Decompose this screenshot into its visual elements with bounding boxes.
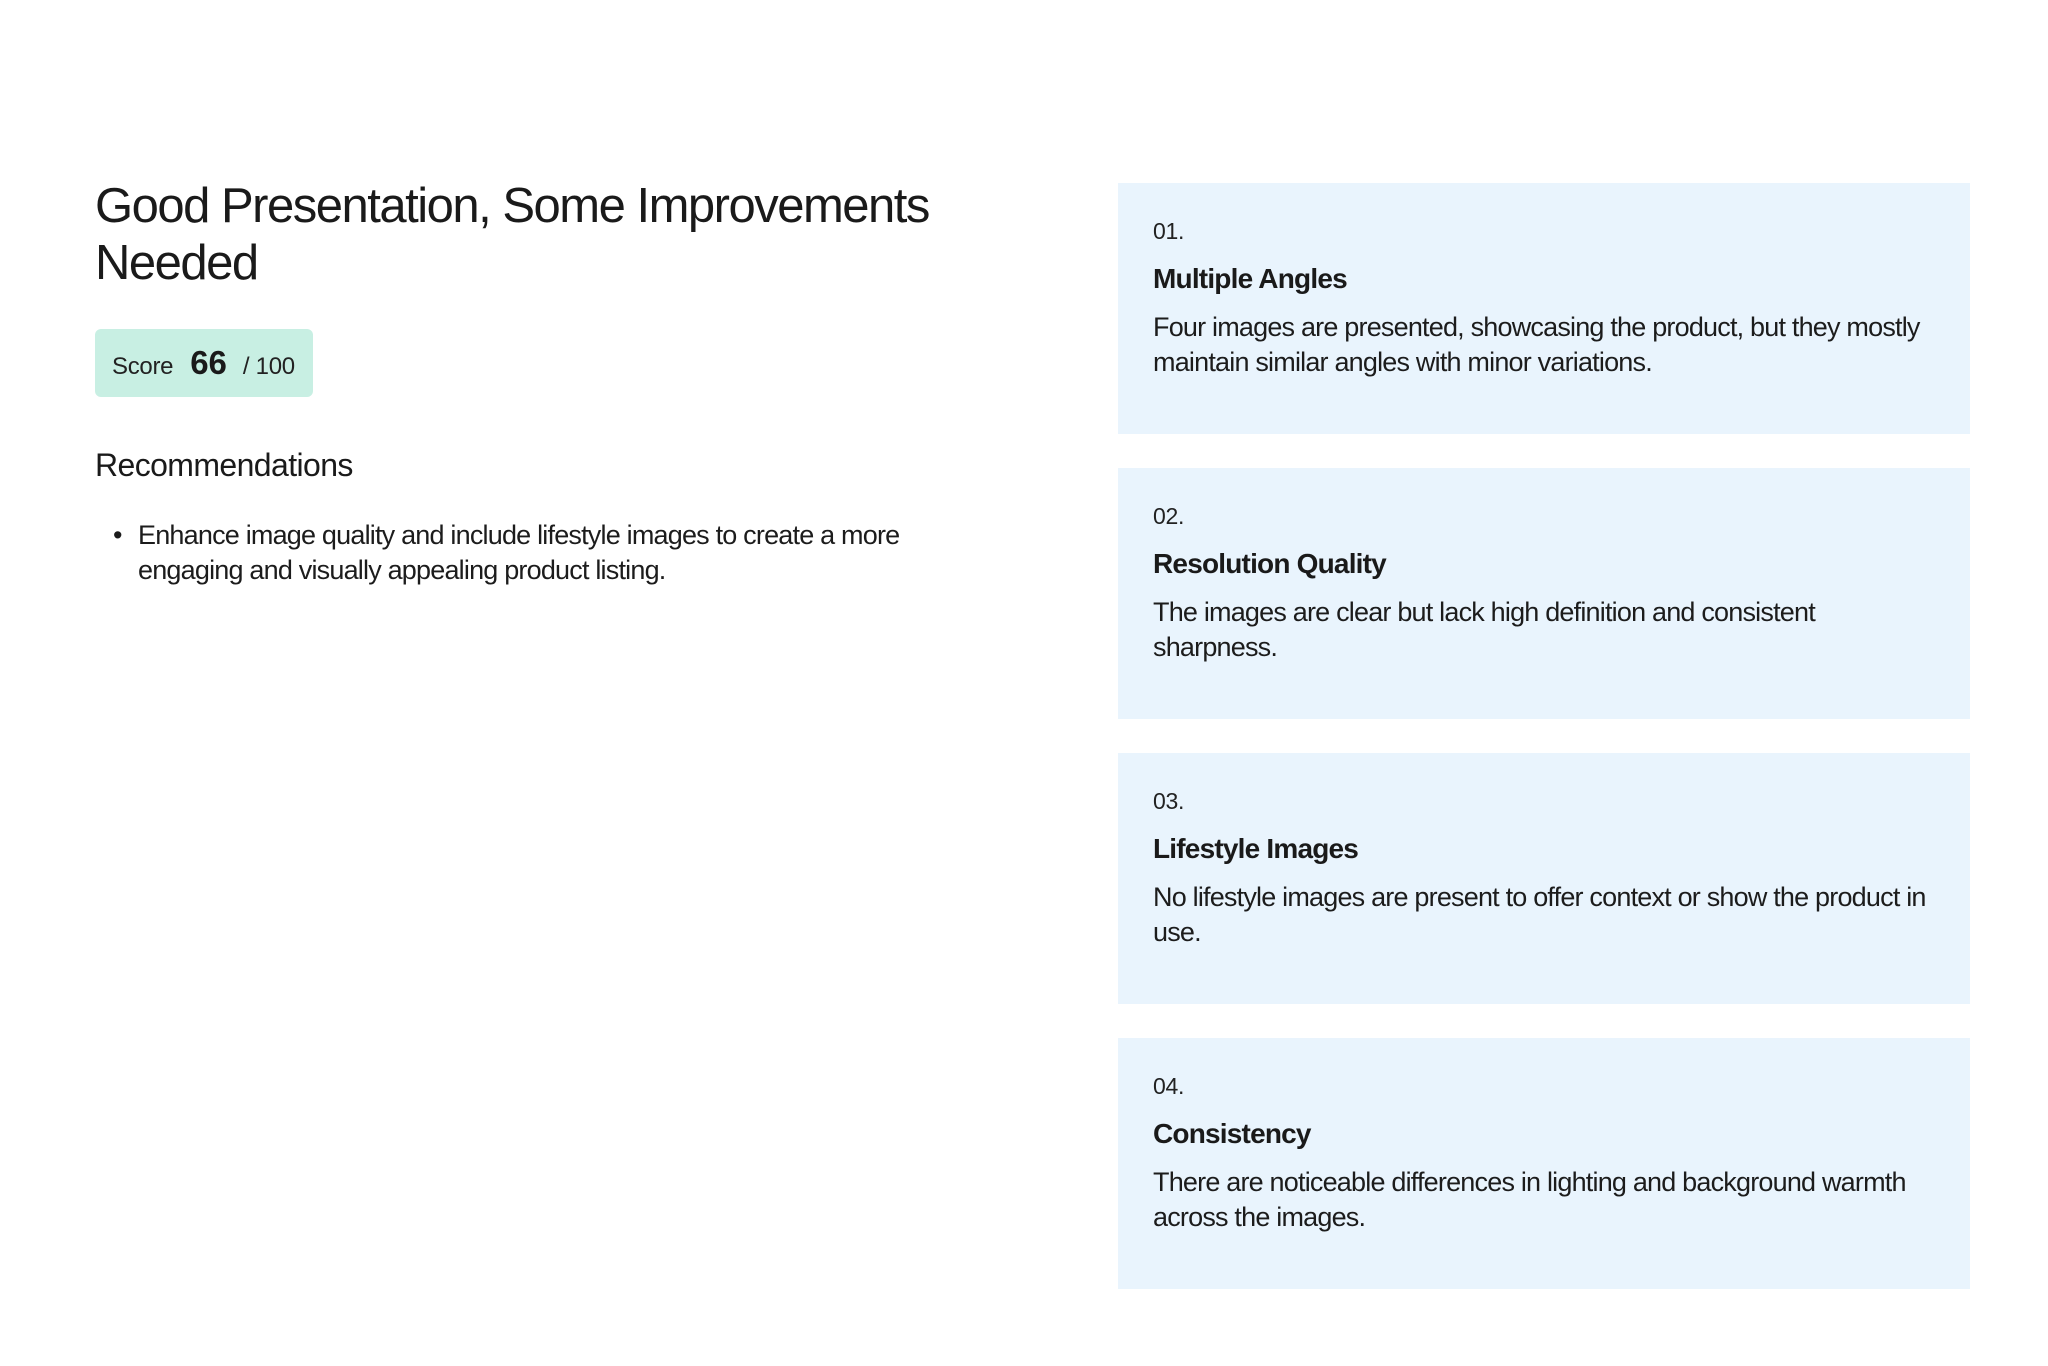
score-badge: [95, 329, 313, 397]
card-number: 04.: [1153, 1073, 1185, 1099]
criteria-card-multiple-angles: [1118, 183, 1970, 434]
page-title: Good Presentation, Some Improvements Needed: [95, 179, 929, 290]
card-description: The images are clear but lack high definition and consistent sharpness.: [1153, 597, 1815, 662]
criteria-card-resolution-quality: [1118, 468, 1970, 719]
score-value: 66: [190, 344, 227, 381]
criteria-cards: [1118, 183, 1970, 1323]
score-max: / 100: [242, 353, 295, 380]
card-description: Four images are presented, showcasing the product, but they mostly maintain similar angles with minor variations.: [1153, 312, 1920, 377]
card-title: Multiple Angles: [1153, 263, 1347, 294]
score-label: Score: [112, 353, 174, 380]
card-number: 02.: [1153, 503, 1185, 529]
card-title: Consistency: [1153, 1118, 1311, 1149]
card-number: 01.: [1153, 218, 1185, 244]
recommendations-list: [95, 518, 975, 588]
card-number: 03.: [1153, 788, 1185, 814]
criteria-card-lifestyle-images: [1118, 753, 1970, 1004]
summary-panel: [95, 178, 975, 588]
card-title: Lifestyle Images: [1153, 833, 1359, 864]
criteria-card-consistency: [1118, 1038, 1970, 1289]
recommendation-text: Enhance image quality and include lifestyle images to create a more engaging and visually appealing product listing.: [138, 520, 900, 585]
bullet-icon: •: [113, 520, 122, 550]
card-description: No lifestyle images are present to offer context or show the product in use.: [1153, 882, 1926, 947]
card-title: Resolution Quality: [1153, 548, 1386, 579]
recommendations-title: Recommendations: [95, 447, 353, 483]
recommendation-item: [95, 518, 958, 588]
card-description: There are noticeable differences in lighting and background warmth across the images.: [1153, 1167, 1906, 1232]
